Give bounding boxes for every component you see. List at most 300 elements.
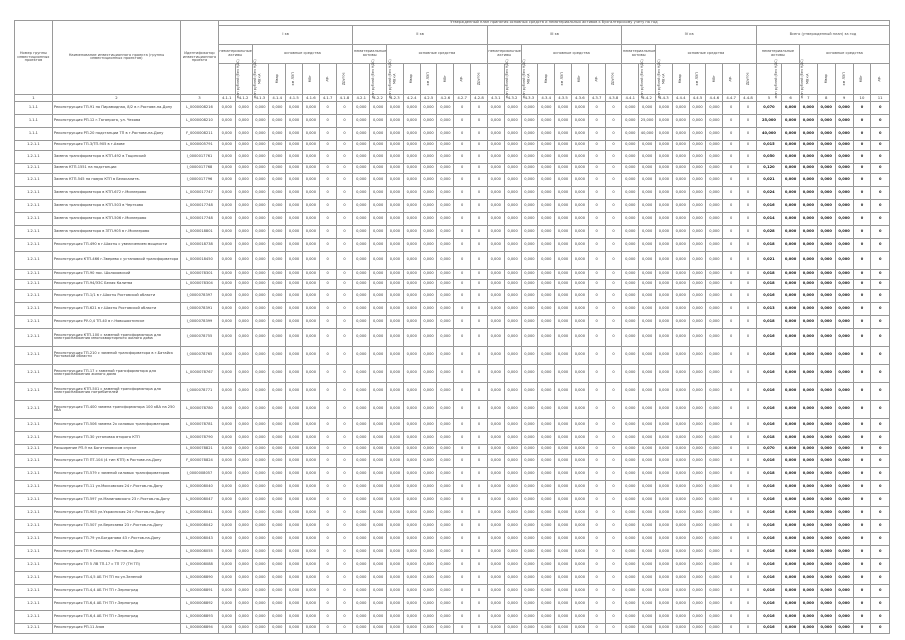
row-value: 0 xyxy=(723,467,740,480)
row-value: 0 xyxy=(740,140,757,150)
row-value: 0,000 xyxy=(706,610,723,623)
row-value: 0,000 xyxy=(370,212,387,225)
row-value: 0,000 xyxy=(252,382,269,400)
column-number: 3 xyxy=(181,94,219,101)
row-value: 0,000 xyxy=(420,467,437,480)
row-value: 0,000 xyxy=(387,623,404,633)
row-year-value: 0,000 xyxy=(817,127,835,140)
row-project-id: I_0000017796 xyxy=(181,173,219,186)
row-project-id: L_0000078767 xyxy=(181,364,219,382)
row-value: 0 xyxy=(588,493,605,506)
row-value: 0,000 xyxy=(672,519,689,532)
row-value: 0,000 xyxy=(387,302,404,315)
row-value: 0,000 xyxy=(420,454,437,467)
row-value: 0,000 xyxy=(706,302,723,315)
row-value: 0 xyxy=(740,382,757,400)
row-value: 0 xyxy=(319,101,336,114)
column-number: 4.4.5 xyxy=(689,94,706,101)
row-value: 0,000 xyxy=(538,199,555,212)
row-year-value: 0,000 xyxy=(817,454,835,467)
row-value: 0,000 xyxy=(706,289,723,302)
row-value: 0,000 xyxy=(521,382,538,400)
row-value: 0 xyxy=(336,584,353,597)
row-value: 0,000 xyxy=(269,150,286,163)
row-value: 0,000 xyxy=(622,238,639,251)
row-value: 0 xyxy=(454,225,471,238)
row-value: 0,000 xyxy=(302,346,319,364)
row-value: 0,000 xyxy=(437,597,454,610)
row-value: 0 xyxy=(336,186,353,199)
row-year-total: 0,016 xyxy=(756,506,781,519)
row-value: 0,000 xyxy=(555,346,572,364)
row-value: 0 xyxy=(471,279,488,289)
row-value: 0 xyxy=(336,597,353,610)
row-year-value: 0,000 xyxy=(835,364,853,382)
row-value: 0,000 xyxy=(521,454,538,467)
row-value: 0,000 xyxy=(235,269,252,279)
row-year-total: 0,016 xyxy=(756,480,781,493)
row-year-total: 0,016 xyxy=(756,382,781,400)
row-value: 0,000 xyxy=(235,597,252,610)
row-year-value: 0 xyxy=(853,114,871,127)
row-value: 0 xyxy=(588,610,605,623)
row-value: 0,000 xyxy=(437,238,454,251)
row-year-value: 0,000 xyxy=(799,480,817,493)
header-unit-text: МВт xyxy=(859,75,864,83)
row-value: 0,000 xyxy=(706,545,723,558)
row-value: 0,000 xyxy=(370,506,387,519)
row-value: 0,000 xyxy=(218,382,235,400)
header-unit-text: др. xyxy=(593,75,598,82)
row-value: 0,000 xyxy=(538,289,555,302)
table-row xyxy=(15,101,890,114)
row-value: 0,000 xyxy=(269,444,286,454)
row-value: 0,000 xyxy=(269,467,286,480)
row-value: 0,000 xyxy=(622,302,639,315)
row-value: 0 xyxy=(336,364,353,382)
row-year-value: 0 xyxy=(853,610,871,623)
row-year-value: 0,000 xyxy=(817,173,835,186)
row-year-value: 0,000 xyxy=(782,238,800,251)
row-value: 0 xyxy=(319,199,336,212)
row-value: 0,000 xyxy=(689,364,706,382)
header-unit-text: Другое xyxy=(610,72,615,86)
column-number: 9 xyxy=(835,94,853,101)
row-value: 0,000 xyxy=(370,467,387,480)
row-value: 0,000 xyxy=(521,467,538,480)
row-value: 0,000 xyxy=(656,173,673,186)
row-year-value: 0,000 xyxy=(782,597,800,610)
row-value: 0,000 xyxy=(353,199,370,212)
row-value: 0,000 xyxy=(672,289,689,302)
row-year-value: 0 xyxy=(853,289,871,302)
row-value: 0,000 xyxy=(370,163,387,173)
row-value: 0,000 xyxy=(571,186,588,199)
row-project-name: Реконструкция РП-20 подстанции ТП в г.Ростове-на-Дону xyxy=(52,127,180,140)
row-value: 0,000 xyxy=(672,571,689,584)
row-value: 0,000 xyxy=(387,101,404,114)
row-value: 0,000 xyxy=(706,364,723,382)
row-year-value: 0,000 xyxy=(799,418,817,431)
row-project-id: L_0000008047 xyxy=(181,493,219,506)
row-value: 0,000 xyxy=(235,315,252,328)
row-year-total: 0,028 xyxy=(756,225,781,238)
row-value: 0,000 xyxy=(437,519,454,532)
row-value: 0,000 xyxy=(689,506,706,519)
row-project-id: L_0000078821 xyxy=(181,444,219,454)
row-value: 0,000 xyxy=(487,597,504,610)
table-row xyxy=(15,199,890,212)
row-value: 0,000 xyxy=(639,302,656,315)
investment-plan-table xyxy=(14,20,890,634)
header-unit-text: Мвар xyxy=(408,74,413,84)
row-value: 0,000 xyxy=(571,127,588,140)
row-value: 0 xyxy=(605,163,622,173)
row-year-value: 0,000 xyxy=(799,328,817,346)
row-value: 0,000 xyxy=(521,506,538,519)
row-value: 0 xyxy=(740,364,757,382)
row-value: 0,000 xyxy=(437,150,454,163)
row-value: 0,000 xyxy=(302,431,319,444)
row-value: 0 xyxy=(605,199,622,212)
row-value: 0 xyxy=(605,225,622,238)
row-value: 0 xyxy=(336,127,353,140)
row-value: 0,000 xyxy=(370,610,387,623)
row-value: 0,000 xyxy=(521,238,538,251)
row-value: 0,000 xyxy=(387,199,404,212)
row-year-value: 0,000 xyxy=(782,545,800,558)
row-value: 0,000 xyxy=(487,584,504,597)
row-value: 0 xyxy=(471,114,488,127)
row-year-value: 0 xyxy=(871,545,890,558)
row-value: 0 xyxy=(605,532,622,545)
row-value: 0,000 xyxy=(689,519,706,532)
row-year-value: 0,000 xyxy=(782,346,800,364)
row-value: 0 xyxy=(740,444,757,454)
row-year-value: 0 xyxy=(871,101,890,114)
row-value: 0,000 xyxy=(689,467,706,480)
row-value: 0,000 xyxy=(656,279,673,289)
row-project-id: L_0000008892 xyxy=(181,597,219,610)
row-year-value: 0 xyxy=(853,269,871,279)
row-value: 0,000 xyxy=(571,140,588,150)
row-value: 0 xyxy=(454,444,471,454)
row-year-value: 0,000 xyxy=(835,610,853,623)
row-value: 0 xyxy=(588,597,605,610)
row-value: 0,000 xyxy=(218,302,235,315)
row-value: 0 xyxy=(740,584,757,597)
row-value: 0 xyxy=(471,346,488,364)
row-value: 0,000 xyxy=(387,346,404,364)
row-value: 0,000 xyxy=(353,163,370,173)
row-value: 0,000 xyxy=(252,328,269,346)
column-number: 4.4.7 xyxy=(723,94,740,101)
table-row xyxy=(15,584,890,597)
table-row xyxy=(15,454,890,467)
row-value: 0,000 xyxy=(252,302,269,315)
header-fixed-assets: основные средства xyxy=(656,44,757,63)
row-year-value: 0,000 xyxy=(799,114,817,127)
row-value: 0 xyxy=(723,480,740,493)
row-value: 0 xyxy=(740,114,757,127)
row-value: 0,000 xyxy=(403,238,420,251)
row-value: 0 xyxy=(336,150,353,163)
row-value: 0,000 xyxy=(504,346,521,364)
row-value: 0 xyxy=(588,480,605,493)
row-year-value: 0 xyxy=(853,186,871,199)
row-year-value: 0 xyxy=(853,418,871,431)
row-year-value: 0,000 xyxy=(799,199,817,212)
row-value: 0 xyxy=(319,251,336,269)
header-unit xyxy=(555,63,572,94)
row-value: 0 xyxy=(319,140,336,150)
row-value: 0 xyxy=(605,545,622,558)
row-value: 0,000 xyxy=(571,444,588,454)
row-year-value: 0,000 xyxy=(782,454,800,467)
row-value: 0,000 xyxy=(521,251,538,269)
row-value: 0,000 xyxy=(353,114,370,127)
row-value: 0,000 xyxy=(286,493,303,506)
row-year-value: 0,000 xyxy=(782,328,800,346)
row-year-value: 0 xyxy=(853,173,871,186)
row-value: 0,000 xyxy=(420,506,437,519)
row-year-value: 0,000 xyxy=(799,163,817,173)
row-year-value: 0 xyxy=(871,302,890,315)
row-project-name: Реконструкция ТП-210 с заменой трансформатора в г.Батайск Ростовской области xyxy=(52,346,180,364)
row-value: 0,000 xyxy=(269,364,286,382)
row-year-value: 0,000 xyxy=(835,199,853,212)
row-year-total: 0,050 xyxy=(756,150,781,163)
row-value: 0,000 xyxy=(269,382,286,400)
row-value: 0,000 xyxy=(370,328,387,346)
row-value: 0,000 xyxy=(302,315,319,328)
row-year-value: 0,000 xyxy=(799,238,817,251)
row-value: 0 xyxy=(605,493,622,506)
row-value: 0,000 xyxy=(353,315,370,328)
row-value: 0 xyxy=(319,493,336,506)
row-value: 0,000 xyxy=(353,610,370,623)
row-value: 0,000 xyxy=(370,584,387,597)
header-unit xyxy=(871,63,890,94)
row-value: 0 xyxy=(471,558,488,571)
row-value: 0,000 xyxy=(252,610,269,623)
row-value: 0,000 xyxy=(218,519,235,532)
row-value: 0,000 xyxy=(538,623,555,633)
row-value: 0,000 xyxy=(302,269,319,279)
row-value: 0 xyxy=(740,163,757,173)
header-unit-text: км ЛЭП xyxy=(425,72,430,86)
row-value: 0,000 xyxy=(672,610,689,623)
header-unit-text: МВ×А xyxy=(392,73,397,84)
row-value: 0,000 xyxy=(370,444,387,454)
row-group-number: 1.2.1.1 xyxy=(15,315,53,328)
row-value: 0,000 xyxy=(622,467,639,480)
row-value: 0,000 xyxy=(639,545,656,558)
row-value: 0,000 xyxy=(387,269,404,279)
row-value: 0 xyxy=(319,302,336,315)
row-value: 0,000 xyxy=(622,279,639,289)
row-value: 0,000 xyxy=(555,173,572,186)
row-value: 0,000 xyxy=(387,163,404,173)
row-value: 0,000 xyxy=(622,289,639,302)
row-group-number: 1.2.1.1 xyxy=(15,519,53,532)
table-row xyxy=(15,418,890,431)
row-value: 0,000 xyxy=(555,114,572,127)
table-row xyxy=(15,480,890,493)
row-year-value: 0,000 xyxy=(817,532,835,545)
row-value: 0,000 xyxy=(420,382,437,400)
row-value: 0,000 xyxy=(235,279,252,289)
row-value: 0,000 xyxy=(252,173,269,186)
row-value: 0,000 xyxy=(218,364,235,382)
row-value: 0,000 xyxy=(639,532,656,545)
row-year-value: 0,000 xyxy=(835,186,853,199)
row-value: 0,000 xyxy=(420,269,437,279)
header-unit-text: млн рублей (без НДС) xyxy=(639,59,644,99)
row-group-number: 1.2.1.1 xyxy=(15,199,53,212)
row-value: 0,000 xyxy=(622,163,639,173)
row-value: 0 xyxy=(588,140,605,150)
row-value: 0,000 xyxy=(656,400,673,418)
column-number: 4.3.8 xyxy=(605,94,622,101)
table-row xyxy=(15,279,890,289)
row-value: 0,000 xyxy=(252,571,269,584)
header-project-name: Наименование инвестиционного проекта (группы инвестиционных проектов) xyxy=(52,21,180,95)
row-project-id: I_0000017768 xyxy=(181,163,219,173)
row-group-number: 1.2.1.1 xyxy=(15,506,53,519)
row-value: 0,000 xyxy=(487,382,504,400)
header-unit xyxy=(817,63,835,94)
row-value: 0,000 xyxy=(437,199,454,212)
header-intangible: нематериальные активы xyxy=(756,44,799,63)
row-value: 0 xyxy=(723,315,740,328)
row-value: 0,000 xyxy=(269,431,286,444)
row-value: 0,000 xyxy=(420,418,437,431)
row-value: 0,000 xyxy=(487,173,504,186)
row-project-name: Реконструкция ТП-4,5 АБ ТН ТП по ул.Зеленой xyxy=(52,571,180,584)
row-value: 0,000 xyxy=(403,610,420,623)
row-year-value: 0,000 xyxy=(817,199,835,212)
row-value: 0 xyxy=(740,251,757,269)
row-value: 0,000 xyxy=(420,150,437,163)
row-value: 0,000 xyxy=(286,532,303,545)
row-value: 0 xyxy=(471,584,488,597)
row-value: 0,000 xyxy=(639,199,656,212)
row-value: 0,000 xyxy=(706,493,723,506)
row-year-value: 0,000 xyxy=(799,315,817,328)
row-project-id: L_0000017747 xyxy=(181,186,219,199)
row-value: 0,000 xyxy=(672,467,689,480)
row-value: 0 xyxy=(454,532,471,545)
row-year-value: 0,000 xyxy=(835,127,853,140)
row-project-id: I_0000078397 xyxy=(181,289,219,302)
row-year-total: 40,000 xyxy=(756,127,781,140)
row-value: 0 xyxy=(319,212,336,225)
row-year-value: 0,000 xyxy=(782,173,800,186)
row-value: 0,000 xyxy=(269,493,286,506)
row-value: 0,000 xyxy=(269,346,286,364)
row-value: 0,000 xyxy=(302,454,319,467)
row-year-total: 0,015 xyxy=(756,140,781,150)
header-unit xyxy=(471,63,488,94)
header-unit-text: Другое xyxy=(745,72,750,86)
row-year-value: 0,000 xyxy=(782,493,800,506)
row-value: 0,000 xyxy=(672,199,689,212)
row-value: 0,000 xyxy=(387,519,404,532)
row-value: 0,000 xyxy=(353,238,370,251)
row-value: 0,000 xyxy=(639,454,656,467)
row-value: 0 xyxy=(454,101,471,114)
header-unit-text: Мвар xyxy=(677,74,682,84)
row-value: 0,000 xyxy=(706,150,723,163)
row-value: 0,000 xyxy=(252,289,269,302)
row-value: 0,000 xyxy=(706,558,723,571)
row-value: 0 xyxy=(588,289,605,302)
row-value: 0 xyxy=(723,532,740,545)
row-value: 0,000 xyxy=(555,467,572,480)
row-value: 0,000 xyxy=(555,400,572,418)
row-group-number: 1.1.1 xyxy=(15,127,53,140)
row-value: 0 xyxy=(336,279,353,289)
row-value: 0,000 xyxy=(487,163,504,173)
row-value: 0,000 xyxy=(420,163,437,173)
table-row xyxy=(15,597,890,610)
row-value: 0,000 xyxy=(218,418,235,431)
row-value: 0,000 xyxy=(504,382,521,400)
row-year-value: 0,000 xyxy=(817,519,835,532)
row-value: 0,000 xyxy=(672,114,689,127)
row-value: 0,000 xyxy=(218,558,235,571)
row-value: 0,000 xyxy=(639,269,656,279)
row-group-number: 1.2.1.1 xyxy=(15,364,53,382)
row-year-value: 0,000 xyxy=(817,418,835,431)
row-value: 0,000 xyxy=(571,199,588,212)
row-value: 0,000 xyxy=(269,519,286,532)
row-year-total: 0,070 xyxy=(756,444,781,454)
row-year-value: 0,000 xyxy=(799,493,817,506)
row-year-total: 0,016 xyxy=(756,364,781,382)
row-value: 0 xyxy=(336,623,353,633)
row-value: 0,000 xyxy=(555,623,572,633)
row-value: 0,000 xyxy=(571,225,588,238)
row-value: 0 xyxy=(319,163,336,173)
row-value: 0,000 xyxy=(302,382,319,400)
row-value: 0,000 xyxy=(689,328,706,346)
row-value: 0,000 xyxy=(689,623,706,633)
row-value: 0,000 xyxy=(353,454,370,467)
row-value: 0 xyxy=(471,238,488,251)
row-value: 0,000 xyxy=(487,315,504,328)
row-value: 0,000 xyxy=(706,251,723,269)
row-value: 0,000 xyxy=(504,444,521,454)
row-group-number: 1.2.1.1 xyxy=(15,623,53,633)
row-value: 0 xyxy=(588,532,605,545)
row-value: 0,000 xyxy=(555,315,572,328)
row-value: 0,000 xyxy=(420,289,437,302)
column-number: 4.4.8 xyxy=(740,94,757,101)
header-quarter: II кв xyxy=(353,25,488,44)
row-value: 0,000 xyxy=(656,225,673,238)
row-value: 0,000 xyxy=(639,212,656,225)
row-value: 0,000 xyxy=(521,545,538,558)
row-value: 0 xyxy=(723,545,740,558)
row-value: 0,000 xyxy=(437,400,454,418)
row-value: 0,000 xyxy=(487,289,504,302)
row-value: 0,000 xyxy=(689,127,706,140)
row-group-number: 1.1.1 xyxy=(15,101,53,114)
row-value: 0,000 xyxy=(689,444,706,454)
row-value: 0,000 xyxy=(689,454,706,467)
